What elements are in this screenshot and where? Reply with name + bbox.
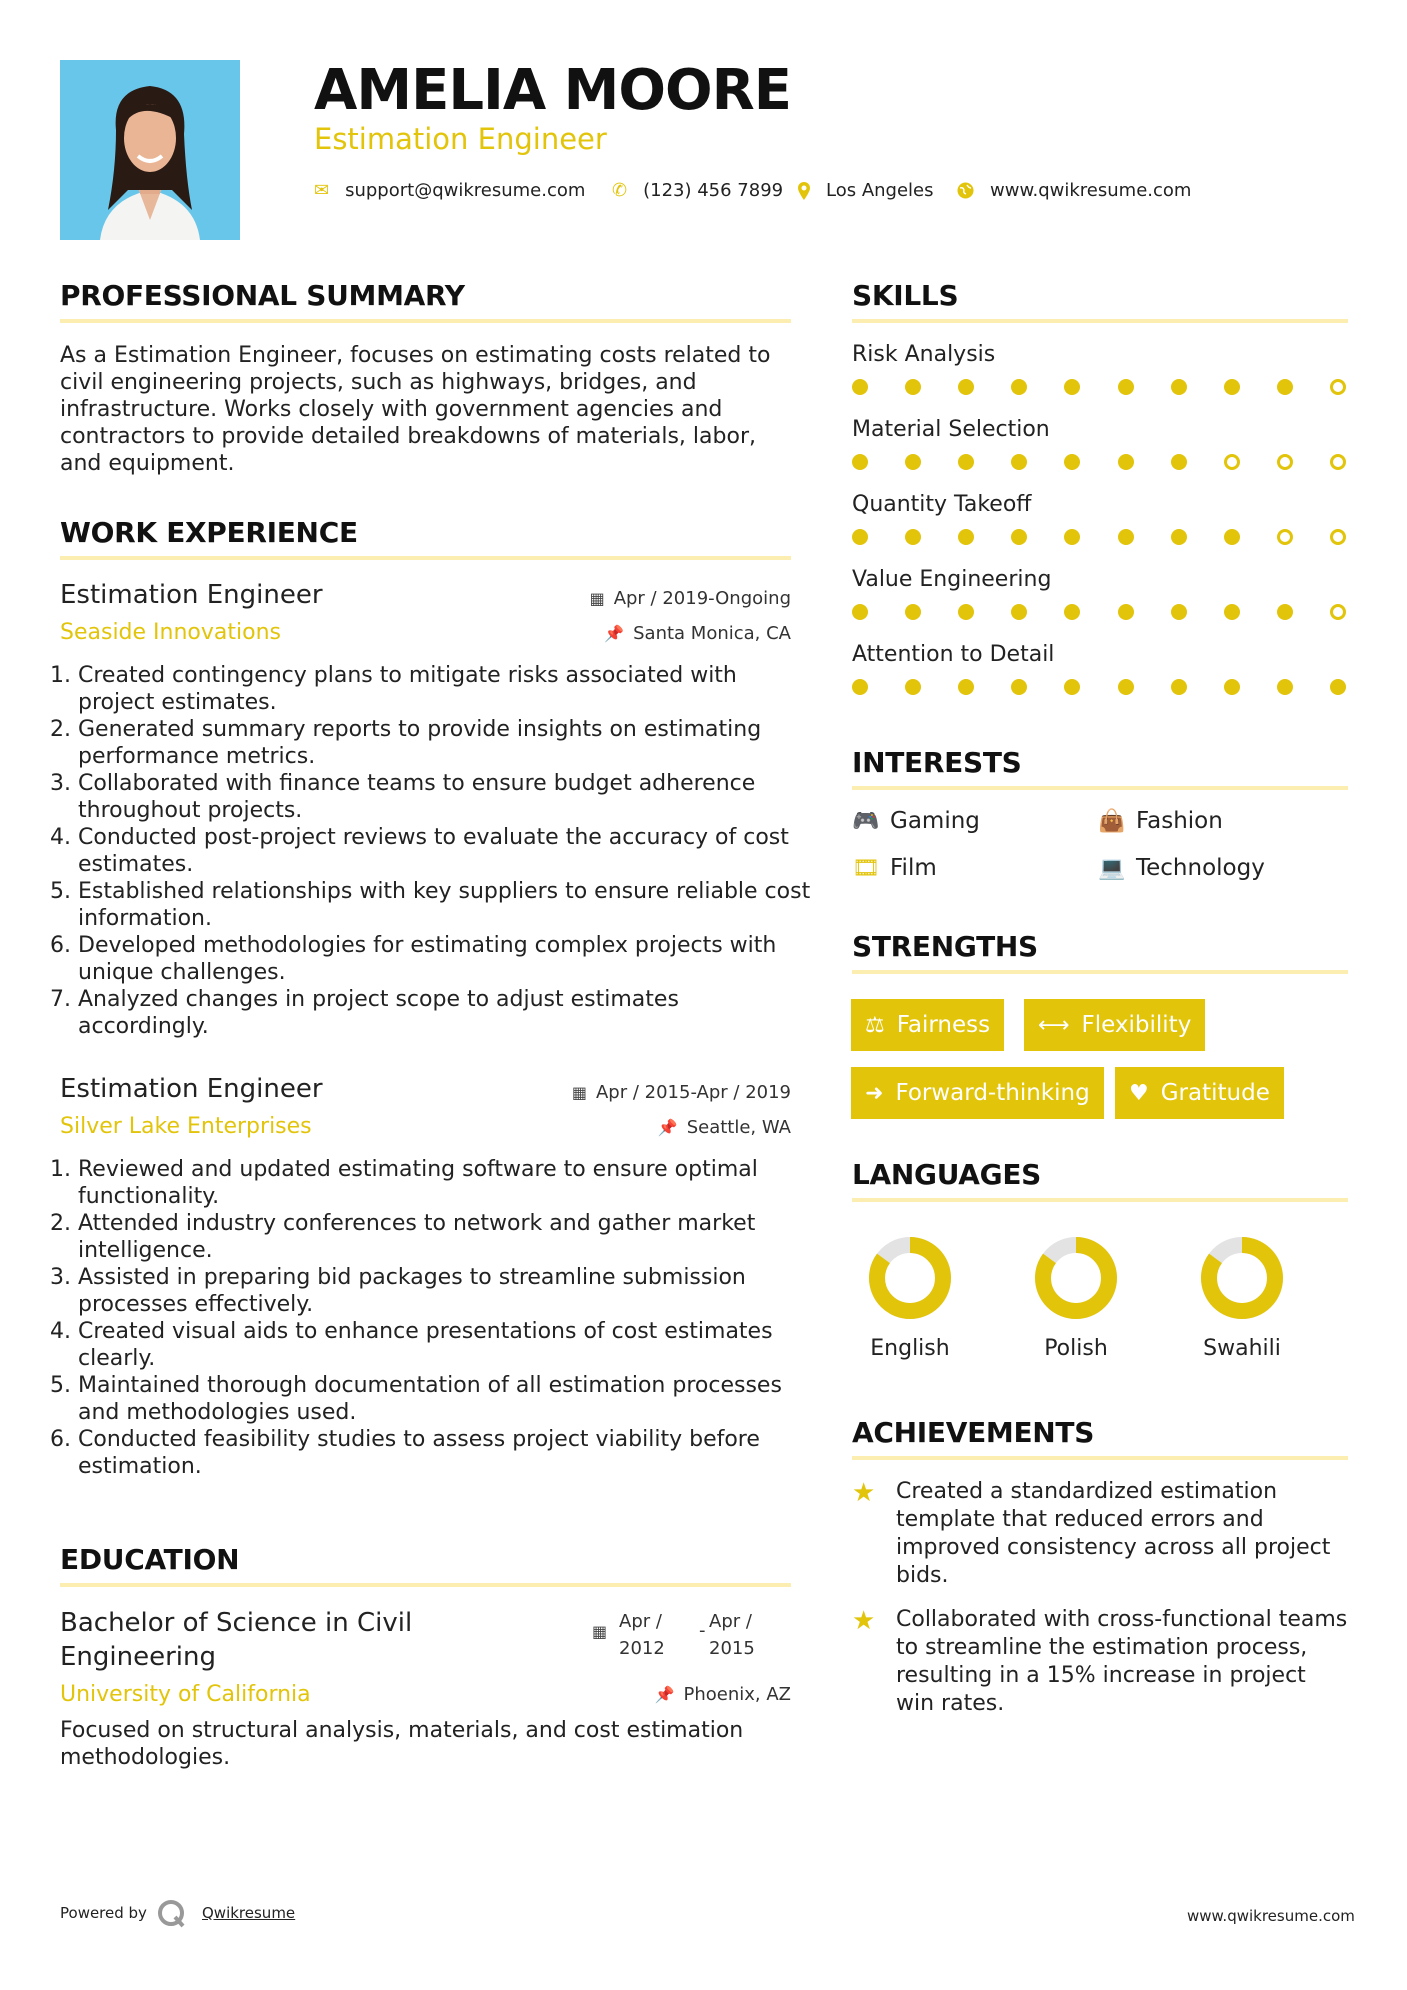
- rating-dot-filled: [1118, 529, 1134, 545]
- interest-label: Technology: [1136, 855, 1265, 881]
- rating-dot-filled: [1011, 529, 1027, 545]
- skill-rating: [852, 379, 1346, 395]
- rating-dot-filled: [852, 454, 868, 470]
- education-heading: EDUCATION: [60, 1543, 240, 1576]
- list-item: 5. Established relationships with key suppliers to ensure reliable cost information.: [78, 878, 813, 932]
- job-dates: [491, 588, 791, 609]
- edu-end-line: 2015: [709, 1638, 755, 1659]
- rating-dot-filled: [958, 379, 974, 395]
- language-item: [1172, 1232, 1312, 1361]
- rating-dot-empty: [1330, 529, 1346, 545]
- skill-item: [852, 342, 1348, 417]
- pushpin-icon: 📌: [657, 1118, 678, 1137]
- job-dates-text: Apr / 2015-Apr / 2019: [595, 1082, 791, 1103]
- job-bullets: [60, 1156, 813, 1480]
- balance-scale-icon: ⚖: [865, 1012, 885, 1038]
- contact-email-text: support@qwikresume.com: [345, 180, 586, 201]
- rating-dot-filled: [1011, 379, 1027, 395]
- rating-dot-filled: [1171, 454, 1187, 470]
- summary-divider: [60, 319, 791, 323]
- rating-dot-filled: [1118, 454, 1134, 470]
- arrow-right-icon: ➜: [865, 1080, 884, 1106]
- rating-dot-filled: [1011, 604, 1027, 620]
- job-company: Seaside Innovations: [60, 620, 281, 645]
- languages-divider: [852, 1198, 1348, 1202]
- edu-start-line: Apr /: [619, 1611, 662, 1632]
- arrows-horizontal-icon: ⟷: [1038, 1012, 1070, 1038]
- language-ring: [840, 1232, 980, 1324]
- globe-icon: [957, 182, 974, 199]
- summary-text: As a Estimation Engineer, focuses on estimating costs related to civil engineering projects, such as highways, bridges, and infrastructure. Works closely with government agencies and contractors to provide detailed breakdowns of materials, labor, and equipment.: [60, 343, 771, 476]
- rating-dot-filled: [905, 529, 921, 545]
- list-item: 3. Collaborated with finance teams to ensure budget adherence throughout projects.: [78, 770, 813, 824]
- candidate-role: Estimation Engineer: [314, 122, 607, 156]
- rating-dot-filled: [1118, 604, 1134, 620]
- rating-dot-filled: [1118, 379, 1134, 395]
- calendar-icon: ▦: [589, 589, 605, 608]
- rating-dot-filled: [1064, 529, 1080, 545]
- film-icon: 🎞: [852, 855, 880, 881]
- job-dates: [491, 1082, 791, 1103]
- languages-list: [840, 1232, 1350, 1372]
- rating-dot-filled: [1064, 379, 1080, 395]
- skill-item: [852, 567, 1348, 642]
- achievement-text: Created a standardized estimation template that reduced errors and improved consistency across all project bids.: [896, 1479, 1331, 1588]
- rating-dot-filled: [852, 529, 868, 545]
- education-text: Focused on structural analysis, materials, and cost estimation methodologies.: [60, 1718, 744, 1770]
- skill-item: [852, 492, 1348, 567]
- interest-label: Fashion: [1136, 808, 1223, 834]
- envelope-icon: ✉: [314, 180, 330, 201]
- calendar-icon: ▦: [592, 1622, 608, 1641]
- laptop-icon: 💻: [1098, 855, 1126, 881]
- rating-dot-filled: [1277, 379, 1293, 395]
- skill-name: Risk Analysis: [852, 342, 996, 367]
- achievements-divider: [852, 1456, 1348, 1460]
- strengths-divider: [852, 970, 1348, 974]
- language-item: [840, 1232, 980, 1361]
- rating-dot-filled: [958, 529, 974, 545]
- languages-heading: LANGUAGES: [852, 1158, 1042, 1191]
- list-item: 1. Created contingency plans to mitigate risks associated with project estimates.: [78, 662, 813, 716]
- rating-dot-filled: [1171, 379, 1187, 395]
- list-item: 4. Conducted post-project reviews to evaluate the accuracy of cost estimates.: [78, 824, 813, 878]
- skill-name: Quantity Takeoff: [852, 492, 1032, 517]
- rating-dot-filled: [958, 454, 974, 470]
- edu-end-line: Apr /: [709, 1611, 752, 1632]
- star-icon: ★: [852, 1606, 876, 1636]
- pushpin-icon: 📌: [604, 624, 625, 643]
- gamepad-icon: 🎮: [852, 808, 880, 834]
- education-divider: [60, 1583, 791, 1587]
- heart-icon: ♥: [1129, 1080, 1149, 1106]
- language-ring: [1006, 1232, 1146, 1324]
- language-name: English: [870, 1336, 950, 1361]
- rating-dot-filled: [1224, 529, 1240, 545]
- degree-title: [60, 1606, 412, 1674]
- rating-dot-empty: [1330, 604, 1346, 620]
- rating-dot-filled: [1064, 679, 1080, 695]
- rating-dot-filled: [1277, 679, 1293, 695]
- rating-dot-filled: [905, 604, 921, 620]
- rating-dot-filled: [905, 679, 921, 695]
- candidate-name: AMELIA MOORE: [314, 58, 791, 123]
- job-dates-text: Apr / 2019-Ongoing: [613, 588, 791, 609]
- list-item: 6. Conducted feasibility studies to assess project viability before estimation.: [78, 1426, 813, 1480]
- interests-heading: INTERESTS: [852, 746, 1022, 779]
- contact-location-text: Los Angeles: [826, 180, 934, 201]
- skill-name: Material Selection: [852, 417, 1050, 442]
- rating-dot-filled: [1118, 679, 1134, 695]
- rating-dot-empty: [1330, 379, 1346, 395]
- degree-line: Bachelor of Science in Civil: [60, 1608, 413, 1638]
- summary-heading: PROFESSIONAL SUMMARY: [60, 279, 465, 312]
- strength-label: Flexibility: [1081, 1012, 1192, 1038]
- language-ring: [1172, 1232, 1312, 1324]
- language-name: Swahili: [1203, 1336, 1281, 1361]
- list-item: 7. Analyzed changes in project scope to adjust estimates accordingly.: [78, 986, 813, 1040]
- rating-dot-filled: [958, 679, 974, 695]
- rating-dot-filled: [1011, 679, 1027, 695]
- job-company: Silver Lake Enterprises: [60, 1114, 312, 1139]
- edu-location-text: Phoenix, AZ: [683, 1684, 791, 1705]
- strength-label: Gratitude: [1160, 1080, 1270, 1106]
- edu-start-date: [619, 1608, 665, 1662]
- rating-dot-filled: [1011, 454, 1027, 470]
- rating-dot-filled: [1330, 679, 1346, 695]
- rating-dot-filled: [852, 379, 868, 395]
- strengths-heading: STRENGTHS: [852, 930, 1038, 963]
- phone-icon: ✆: [612, 180, 628, 201]
- rating-dot-filled: [1171, 679, 1187, 695]
- star-icon: ★: [852, 1478, 876, 1508]
- skill-rating: [852, 454, 1346, 470]
- list-item: 6. Developed methodologies for estimating complex projects with unique challenges.: [78, 932, 813, 986]
- rating-dot-empty: [1277, 454, 1293, 470]
- map-pin-icon: [798, 182, 810, 200]
- skills-heading: SKILLS: [852, 279, 959, 312]
- rating-dot-filled: [1064, 454, 1080, 470]
- skill-name: Attention to Detail: [852, 642, 1055, 667]
- edu-start-line: 2012: [619, 1638, 665, 1659]
- rating-dot-empty: [1224, 454, 1240, 470]
- job-title: Estimation Engineer: [60, 1074, 323, 1104]
- interest-label: Gaming: [890, 808, 980, 834]
- interest-item: [1098, 855, 1265, 881]
- contact-email[interactable]: [314, 180, 585, 201]
- interest-label: Film: [890, 855, 937, 881]
- list-item: 2. Generated summary reports to provide insights on estimating performance metrics.: [78, 716, 813, 770]
- profile-photo: [60, 60, 240, 240]
- job-location-text: Seattle, WA: [686, 1117, 791, 1138]
- list-item: 5. Maintained thorough documentation of all estimation processes and methodologies used.: [78, 1372, 813, 1426]
- skills-list: [852, 342, 1348, 717]
- school-name: University of California: [60, 1682, 311, 1707]
- strength-badge: [1115, 1067, 1284, 1119]
- interests-divider: [852, 786, 1348, 790]
- skills-divider: [852, 319, 1348, 323]
- job-location: [491, 1117, 791, 1138]
- rating-dot-filled: [1171, 529, 1187, 545]
- job-bullets: [60, 662, 813, 1040]
- experience-heading: WORK EXPERIENCE: [60, 516, 358, 549]
- job-title: Estimation Engineer: [60, 580, 323, 610]
- language-name: Polish: [1044, 1336, 1108, 1361]
- rating-dot-filled: [1277, 604, 1293, 620]
- calendar-icon: ▦: [571, 1083, 587, 1102]
- interest-item: [852, 808, 980, 834]
- skill-name: Value Engineering: [852, 567, 1052, 592]
- pushpin-icon: 📌: [654, 1685, 675, 1704]
- contact-phone-text: (123) 456 7899: [643, 180, 784, 201]
- date-separator: -: [699, 1620, 706, 1641]
- list-item: 2. Attended industry conferences to network and gather market intelligence.: [78, 1210, 813, 1264]
- shopping-bag-icon: 👜: [1098, 808, 1126, 834]
- rating-dot-filled: [905, 454, 921, 470]
- rating-dot-filled: [1224, 379, 1240, 395]
- rating-dot-filled: [1224, 679, 1240, 695]
- edu-location: [491, 1684, 791, 1705]
- footer-website[interactable]: www.qwikresume.com: [1187, 1907, 1355, 1925]
- achievement-text: Collaborated with cross-functional teams to streamline the estimation process, resulting in a 15% increase in project win rates.: [896, 1607, 1348, 1716]
- degree-line: Engineering: [60, 1642, 216, 1672]
- list-item: 1. Reviewed and updated estimating software to ensure optimal functionality.: [78, 1156, 813, 1210]
- contact-website-text: www.qwikresume.com: [990, 180, 1192, 201]
- rating-dot-empty: [1330, 454, 1346, 470]
- list-item: 4. Created visual aids to enhance presentations of cost estimates clearly.: [78, 1318, 813, 1372]
- qwikresume-link[interactable]: Qwikresume: [202, 1904, 296, 1922]
- rating-dot-filled: [905, 379, 921, 395]
- powered-by-label: Powered by: [60, 1904, 147, 1922]
- strength-badge: [851, 1067, 1104, 1119]
- language-item: [1006, 1232, 1146, 1361]
- list-item: 3. Assisted in preparing bid packages to streamline submission processes effectively.: [78, 1264, 813, 1318]
- skill-rating: [852, 604, 1346, 620]
- job-location: [491, 623, 791, 644]
- achievements-heading: ACHIEVEMENTS: [852, 1416, 1095, 1449]
- strength-badge: [1024, 999, 1205, 1051]
- interest-item: [1098, 808, 1223, 834]
- rating-dot-filled: [1064, 604, 1080, 620]
- edu-end-date: [709, 1608, 755, 1662]
- job-location-text: Santa Monica, CA: [633, 623, 791, 644]
- qwikresume-logo-icon: [157, 1899, 187, 1929]
- skill-rating: [852, 679, 1346, 695]
- rating-dot-filled: [1224, 604, 1240, 620]
- skill-item: [852, 417, 1348, 492]
- strength-label: Forward-thinking: [895, 1080, 1090, 1106]
- strength-label: Fairness: [896, 1012, 991, 1038]
- skill-rating: [852, 529, 1346, 545]
- rating-dot-filled: [958, 604, 974, 620]
- skill-item: [852, 642, 1348, 717]
- strength-badge: [851, 999, 1004, 1051]
- contact-phone[interactable]: [612, 180, 783, 201]
- rating-dot-filled: [1171, 604, 1187, 620]
- rating-dot-filled: [852, 604, 868, 620]
- rating-dot-filled: [852, 679, 868, 695]
- rating-dot-empty: [1277, 529, 1293, 545]
- contact-website[interactable]: [957, 180, 1191, 201]
- contact-location: [798, 180, 934, 201]
- interest-item: [852, 855, 937, 881]
- experience-divider: [60, 556, 791, 560]
